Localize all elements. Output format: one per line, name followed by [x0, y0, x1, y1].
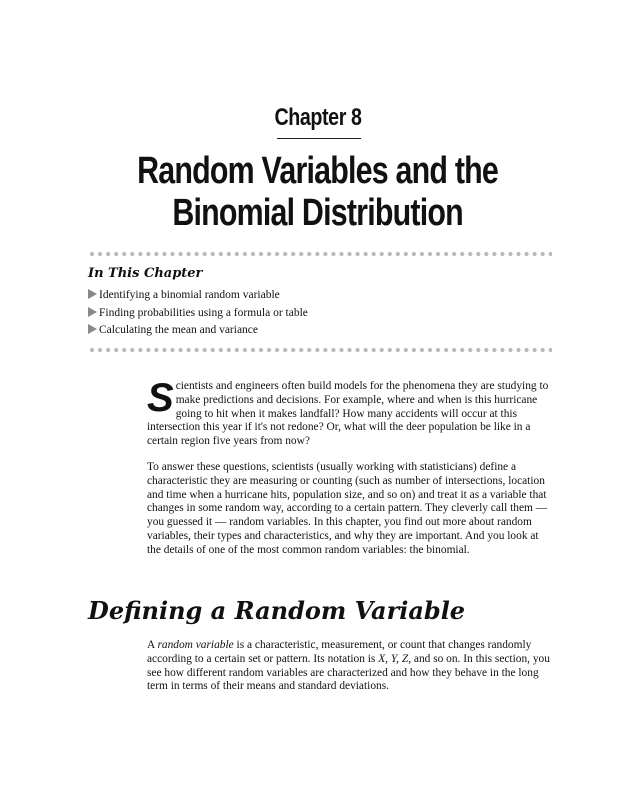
triangle-bullet-icon: [88, 289, 97, 299]
notation: X, Y, Z,: [378, 652, 412, 665]
chapter-rule: [277, 138, 361, 139]
list-item: Finding probabilities using a formula or table: [88, 305, 308, 323]
chapter-label: Chapter 8: [274, 104, 362, 131]
list-item: Calculating the mean and variance: [88, 322, 308, 340]
in-this-chapter-heading: In This Chapter: [88, 266, 203, 281]
intro-paragraph-2: To answer these questions, scientists (usually working with statisticians) define a characteristic they are measuring or counting (such as number of intersections, location and time when a hurricane hits, population size, and so on) and treat it as a variable that changes in some random way, according to a certain pattern. They cleverly call them — you guessed it — random variables. In this chapter, you find out more about random variables, their types and characteristics, and why they are important. And you look at the details of one of the most common random variables: the binomial.: [147, 461, 548, 556]
section-heading: Defining a Random Variable: [88, 596, 466, 625]
triangle-bullet-icon: [88, 307, 97, 317]
dotted-divider-bottom: [88, 347, 552, 353]
triangle-bullet-icon: [88, 324, 97, 334]
chapter-title: [0, 150, 636, 234]
in-this-chapter-list: [88, 287, 308, 340]
section-paragraph: A random variable is a characteristic, measurement, or count that changes randomly according to a certain set or pattern. Its notation is X, Y, Z, and so on. In this section, you see how different random variables are characterized and how they behave in the long term in terms of their means and standard deviations.: [147, 639, 550, 693]
term-random-variable: random variable: [157, 639, 234, 651]
drop-cap: S: [147, 376, 174, 420]
list-item: Identifying a binomial random variable: [88, 287, 308, 305]
chapter-title-line-1: Random Variables and the: [137, 150, 499, 192]
dotted-divider-top: [88, 251, 552, 257]
intro-paragraph-1: Scientists and engineers often build models for the phenomena they are studying to make predictions and decisions. For example, where and when is this hurricane going to hit when it makes landfall? How many accidents will occur at this intersection this year if it's not redone? Or, what will the deer population be like in a certain region five years from now?: [147, 376, 549, 448]
chapter-title-line-2: Binomial Distribution: [172, 192, 464, 234]
